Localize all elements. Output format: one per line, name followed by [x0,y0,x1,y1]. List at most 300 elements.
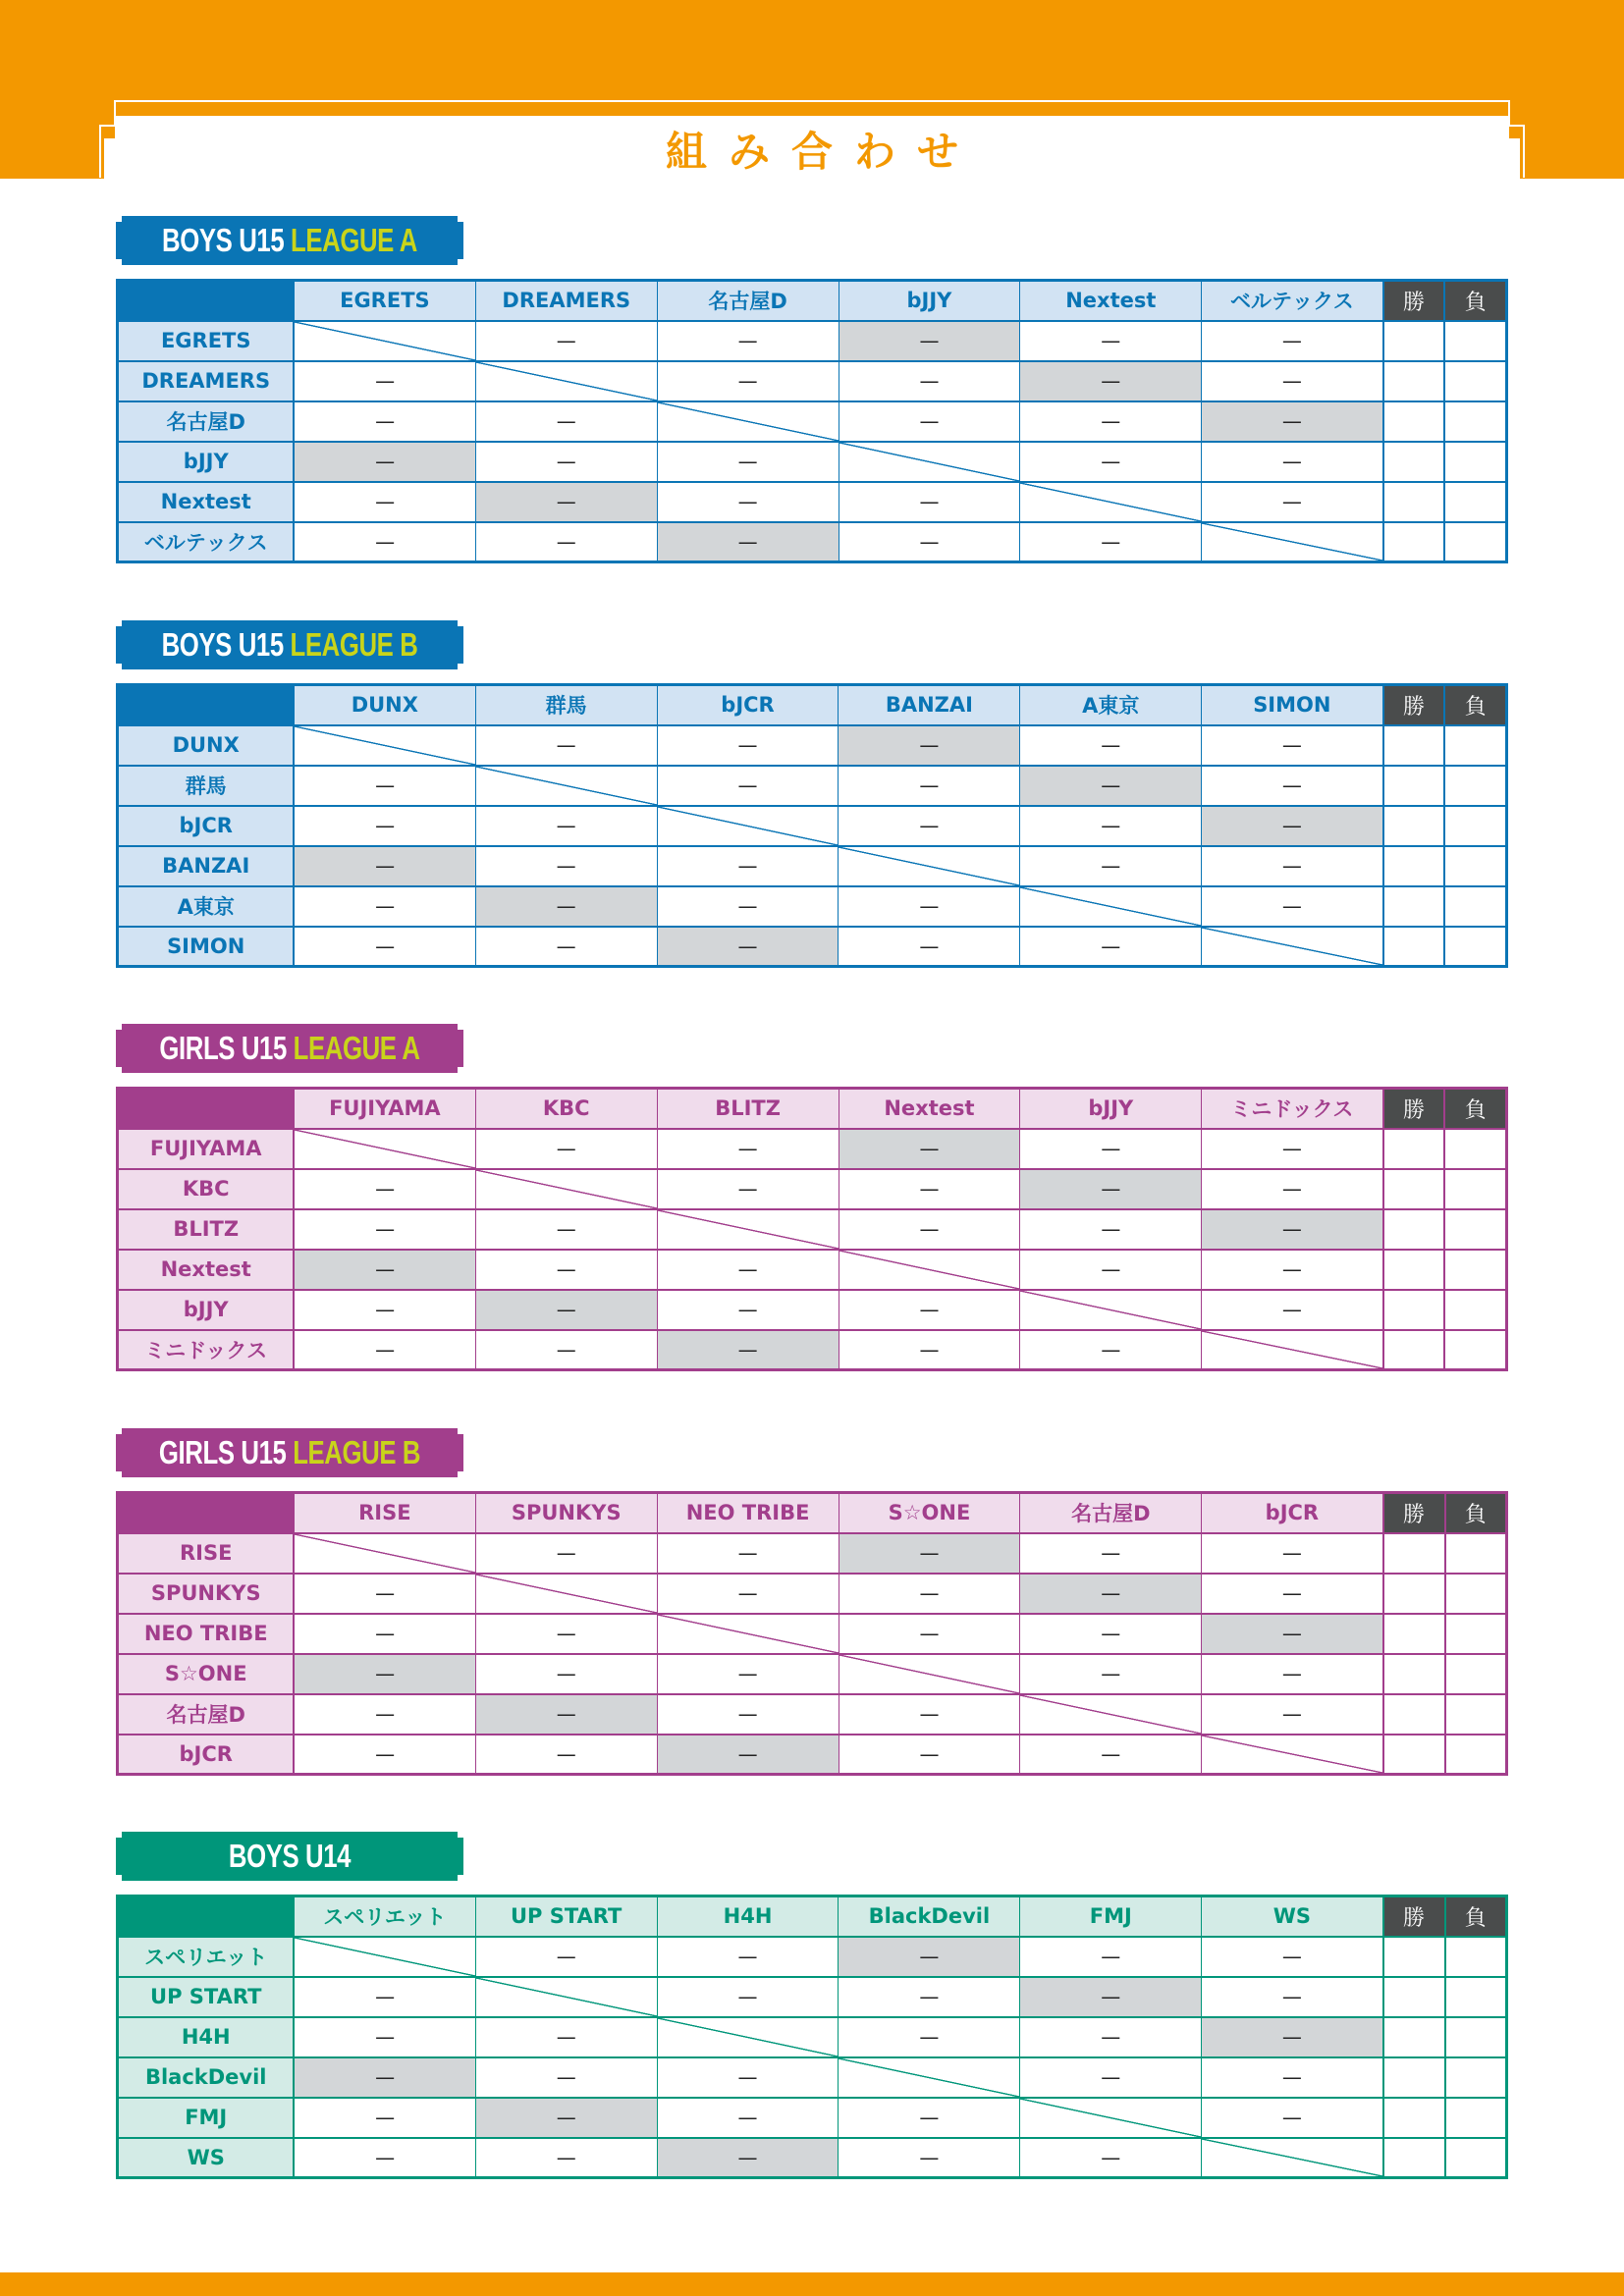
league-title-badge [116,216,463,265]
wins-cell [1383,482,1445,522]
losses-cell [1445,1977,1507,2017]
row-header-team: 名古屋D [118,1694,295,1735]
match-result-cell: — [1202,1574,1383,1614]
self-match-cell [1202,522,1383,562]
wins-cell [1383,1937,1445,1977]
match-result-cell: — [294,846,475,886]
wins-cell [1383,846,1445,886]
row-header-team: bJCR [118,806,295,846]
league-section-boys-u15-league-b [116,620,1508,958]
match-result-cell: — [1202,766,1383,806]
match-result-cell: — [1020,1654,1202,1694]
match-result-cell: — [1202,1614,1383,1654]
losses-cell [1444,1169,1506,1209]
match-result-cell: — [475,1330,657,1370]
table-row [118,1129,1507,1169]
match-result-cell: — [294,1614,475,1654]
match-result-cell: — [294,361,475,401]
match-result-cell: — [475,725,657,766]
match-result-cell: — [1202,1129,1383,1169]
losses-cell [1445,1937,1507,1977]
match-result-cell: — [657,1654,839,1694]
match-result-cell: — [839,1937,1020,1977]
match-result-cell: — [657,927,839,967]
row-header-team: bJCR [118,1735,295,1775]
league-title: BOYS U14 [228,1838,352,1874]
table-row [118,886,1507,927]
table-row [118,1209,1507,1250]
losses-header: 負 [1445,1896,1507,1937]
footer-band [0,2272,1624,2296]
match-result-cell: — [294,886,475,927]
table-row [118,1169,1507,1209]
match-result-cell: — [1202,846,1383,886]
match-result-cell: — [1202,361,1383,401]
match-result-cell: — [475,442,657,482]
match-result-cell: — [657,725,839,766]
self-match-cell [294,1937,475,1977]
match-result-cell: — [657,1290,839,1330]
losses-header: 負 [1444,685,1506,725]
league-title: BOYS U15 [162,222,285,258]
wins-cell [1383,1330,1445,1370]
league-section-girls-u15-league-a [116,1024,1508,1362]
losses-cell [1445,1533,1507,1574]
match-result-cell: — [294,1574,475,1614]
match-result-cell: — [294,522,475,562]
table-row [118,522,1507,562]
table-row [118,1937,1507,1977]
match-result-cell: — [839,1533,1020,1574]
losses-header: 負 [1444,281,1506,321]
table-row [118,482,1507,522]
league-title: GIRLS U15 [158,1434,287,1470]
self-match-cell [657,1209,839,1250]
match-result-cell: — [1202,1533,1383,1574]
match-result-cell: — [657,2138,839,2178]
wins-cell [1383,2057,1445,2098]
column-header-team: BANZAI [839,685,1020,725]
league-title-accent: LEAGUE B [293,1434,421,1470]
match-result-cell: — [839,886,1020,927]
match-result-cell: — [1020,1250,1202,1290]
match-result-cell: — [657,482,839,522]
column-header-team: BlackDevil [839,1896,1020,1937]
losses-cell [1444,482,1506,522]
match-result-cell: — [1202,1209,1383,1250]
row-header-team: DREAMERS [118,361,295,401]
match-result-cell: — [294,2057,475,2098]
match-result-cell: — [839,522,1020,562]
losses-cell [1445,1694,1507,1735]
self-match-cell [839,442,1020,482]
self-match-cell [475,1169,657,1209]
match-result-cell: — [657,766,839,806]
match-result-cell: — [1202,2057,1383,2098]
column-header-team: A東京 [1020,685,1202,725]
self-match-cell [1020,886,1202,927]
match-result-cell: — [839,482,1020,522]
wins-header: 勝 [1383,1089,1445,1129]
match-result-cell: — [1020,1533,1202,1574]
column-header-team: Nextest [1020,281,1202,321]
table-row [118,361,1507,401]
match-result-cell: — [839,806,1020,846]
column-header-team: bJJY [839,281,1020,321]
match-result-cell: — [657,2098,839,2138]
match-result-cell: — [1020,806,1202,846]
table-row [118,1330,1507,1370]
losses-cell [1444,321,1506,361]
match-result-cell: — [1202,725,1383,766]
self-match-cell [657,806,839,846]
table-row [118,1533,1507,1574]
match-result-cell: — [839,725,1020,766]
match-result-cell: — [475,401,657,442]
table-row [118,442,1507,482]
row-header-team: FUJIYAMA [118,1129,295,1169]
column-header-team: ベルテックス [1202,281,1383,321]
wins-cell [1383,927,1445,967]
row-header-team: ミニドックス [118,1330,295,1370]
wins-cell [1383,1169,1445,1209]
losses-cell [1444,1250,1506,1290]
column-header-team: Nextest [839,1089,1020,1129]
row-header-team: bJJY [118,1290,295,1330]
self-match-cell [839,2057,1020,2098]
table-row [118,2098,1507,2138]
table-row [118,1250,1507,1290]
self-match-cell [657,2017,839,2057]
losses-cell [1444,1290,1506,1330]
self-match-cell [1020,482,1202,522]
self-match-cell [1202,1735,1383,1775]
match-result-cell: — [294,1330,475,1370]
wins-cell [1383,361,1445,401]
match-result-cell: — [475,2017,657,2057]
match-result-cell: — [1202,886,1383,927]
column-header-team: WS [1202,1896,1383,1937]
self-match-cell [1020,2098,1202,2138]
wins-cell [1383,1654,1445,1694]
wins-cell [1383,1290,1445,1330]
match-result-cell: — [839,1735,1020,1775]
corner-cell [118,1493,295,1533]
wins-cell [1383,886,1445,927]
row-header-team: A東京 [118,886,295,927]
match-result-cell: — [657,1977,839,2017]
league-title-accent: LEAGUE A [293,1030,420,1066]
wins-header: 勝 [1383,281,1445,321]
match-result-cell: — [1020,1937,1202,1977]
wins-cell [1383,522,1445,562]
self-match-cell [294,1533,475,1574]
self-match-cell [294,725,475,766]
wins-cell [1383,1694,1445,1735]
match-result-cell: — [657,1330,839,1370]
self-match-cell [475,1574,657,1614]
row-header-team: BlackDevil [118,2057,295,2098]
league-title-badge [116,1024,463,1073]
wins-cell [1383,2138,1445,2178]
self-match-cell [294,321,475,361]
row-header-team: BLITZ [118,1209,295,1250]
league-title-badge [116,1428,463,1477]
wins-cell [1383,321,1445,361]
losses-cell [1444,886,1506,927]
table-row [118,2017,1507,2057]
match-result-cell: — [1202,1937,1383,1977]
match-result-cell: — [294,806,475,846]
league-section-boys-u15-league-a [116,216,1508,555]
column-header-team: FUJIYAMA [294,1089,475,1129]
match-result-cell: — [475,2057,657,2098]
row-header-team: WS [118,2138,295,2178]
match-result-cell: — [839,321,1020,361]
column-header-team: S☆ONE [839,1493,1020,1533]
losses-cell [1444,1129,1506,1169]
corner-cell [118,1896,295,1937]
table-row [118,1977,1507,2017]
match-result-cell: — [1202,1250,1383,1290]
wins-cell [1383,2098,1445,2138]
losses-cell [1445,1654,1507,1694]
losses-cell [1444,401,1506,442]
wins-cell [1383,725,1445,766]
match-result-cell: — [475,1614,657,1654]
column-header-team: RISE [294,1493,475,1533]
match-result-cell: — [1020,321,1202,361]
match-grid [116,1895,1508,2179]
row-header-team: H4H [118,2017,295,2057]
wins-cell [1383,1129,1445,1169]
losses-header: 負 [1445,1493,1507,1533]
match-result-cell: — [475,321,657,361]
table-row [118,1614,1507,1654]
match-result-cell: — [657,886,839,927]
match-result-cell: — [294,401,475,442]
row-header-team: UP START [118,1977,295,2017]
row-header-team: Nextest [118,1250,295,1290]
match-result-cell: — [475,886,657,927]
match-result-cell: — [294,766,475,806]
match-result-cell: — [1020,442,1202,482]
row-header-team: KBC [118,1169,295,1209]
match-result-cell: — [1202,1654,1383,1694]
column-header-team: bJJY [1020,1089,1202,1129]
match-grid [116,279,1508,563]
column-header-team: SIMON [1202,685,1383,725]
table-row [118,1654,1507,1694]
match-result-cell: — [475,1937,657,1977]
column-header-team: bJCR [1202,1493,1383,1533]
match-result-cell: — [294,927,475,967]
match-result-cell: — [475,1290,657,1330]
row-header-team: SPUNKYS [118,1574,295,1614]
match-result-cell: — [1202,806,1383,846]
match-result-cell: — [294,1977,475,2017]
match-result-cell: — [294,2138,475,2178]
match-result-cell: — [657,1169,839,1209]
self-match-cell [475,361,657,401]
match-result-cell: — [294,482,475,522]
wins-cell [1383,1533,1445,1574]
league-title: BOYS U15 [161,626,284,663]
match-result-cell: — [1202,442,1383,482]
match-result-cell: — [1020,1735,1202,1775]
match-result-cell: — [475,1735,657,1775]
row-header-team: RISE [118,1533,295,1574]
self-match-cell [839,846,1020,886]
header-row [118,1896,1507,1937]
row-header-team: BANZAI [118,846,295,886]
match-result-cell: — [1020,1614,1202,1654]
column-header-team: BLITZ [657,1089,839,1129]
match-result-cell: — [1020,522,1202,562]
losses-cell [1445,2017,1507,2057]
losses-cell [1444,1330,1506,1370]
self-match-cell [1020,1290,1202,1330]
match-result-cell: — [657,1937,839,1977]
column-header-team: 名古屋D [1020,1493,1202,1533]
match-result-cell: — [1020,401,1202,442]
match-result-cell: — [1020,1169,1202,1209]
match-result-cell: — [294,1250,475,1290]
column-header-team: SPUNKYS [475,1493,657,1533]
losses-cell [1444,927,1506,967]
column-header-team: H4H [657,1896,839,1937]
match-result-cell: — [475,806,657,846]
losses-cell [1444,766,1506,806]
match-result-cell: — [657,1694,839,1735]
table-row [118,1735,1507,1775]
self-match-cell [1202,2138,1383,2178]
match-result-cell: — [294,1694,475,1735]
league-title-badge [116,620,463,669]
match-result-cell: — [657,1574,839,1614]
row-header-team: SIMON [118,927,295,967]
match-result-cell: — [1202,1169,1383,1209]
column-header-team: DREAMERS [475,281,657,321]
losses-cell [1444,846,1506,886]
league-title-badge [116,1832,463,1881]
match-result-cell: — [839,2138,1020,2178]
wins-header: 勝 [1383,1896,1445,1937]
column-header-team: UP START [475,1896,657,1937]
match-result-cell: — [1020,2057,1202,2098]
losses-cell [1444,442,1506,482]
wins-cell [1383,806,1445,846]
match-result-cell: — [839,1614,1020,1654]
match-result-cell: — [475,2098,657,2138]
header-row [118,1493,1507,1533]
match-grid [116,1491,1508,1776]
table-row [118,725,1507,766]
match-result-cell: — [475,846,657,886]
match-result-cell: — [294,2098,475,2138]
column-header-team: FMJ [1020,1896,1202,1937]
self-match-cell [1202,927,1383,967]
match-result-cell: — [1020,846,1202,886]
losses-cell [1445,1735,1507,1775]
match-result-cell: — [1020,1129,1202,1169]
row-header-team: Nextest [118,482,295,522]
corner-cell [118,1089,295,1129]
column-header-team: bJCR [657,685,839,725]
wins-cell [1383,1209,1445,1250]
column-header-team: KBC [475,1089,657,1129]
match-result-cell: — [839,2017,1020,2057]
row-header-team: 群馬 [118,766,295,806]
match-result-cell: — [839,1574,1020,1614]
match-result-cell: — [475,1533,657,1574]
match-result-cell: — [475,522,657,562]
corner-cell [118,685,295,725]
table-row [118,846,1507,886]
match-result-cell: — [1020,927,1202,967]
match-result-cell: — [475,482,657,522]
match-result-cell: — [1202,1290,1383,1330]
match-grid [116,1087,1508,1371]
self-match-cell [657,401,839,442]
losses-cell [1445,2098,1507,2138]
row-header-team: bJJY [118,442,295,482]
match-result-cell: — [839,1330,1020,1370]
wins-header: 勝 [1383,685,1445,725]
match-result-cell: — [657,1129,839,1169]
match-result-cell: — [294,1169,475,1209]
row-header-team: スペリエット [118,1937,295,1977]
self-match-cell [657,1614,839,1654]
losses-cell [1444,1209,1506,1250]
wins-cell [1383,1977,1445,2017]
match-result-cell: — [1020,2138,1202,2178]
match-result-cell: — [839,927,1020,967]
match-result-cell: — [657,361,839,401]
wins-header: 勝 [1383,1493,1445,1533]
losses-cell [1445,2057,1507,2098]
match-result-cell: — [839,766,1020,806]
match-result-cell: — [657,1533,839,1574]
row-header-team: FMJ [118,2098,295,2138]
table-row [118,1694,1507,1735]
wins-cell [1383,1574,1445,1614]
match-result-cell: — [475,1250,657,1290]
column-header-team: スペリエット [294,1896,475,1937]
losses-header: 負 [1444,1089,1506,1129]
league-section-girls-u15-league-b [116,1428,1508,1766]
match-result-cell: — [475,1209,657,1250]
match-result-cell: — [839,1290,1020,1330]
match-result-cell: — [839,1129,1020,1169]
match-result-cell: — [657,2057,839,2098]
losses-cell [1444,361,1506,401]
match-result-cell: — [1020,1330,1202,1370]
wins-cell [1383,2017,1445,2057]
match-result-cell: — [294,1290,475,1330]
match-result-cell: — [657,522,839,562]
wins-cell [1383,1614,1445,1654]
self-match-cell [475,1977,657,2017]
row-header-team: EGRETS [118,321,295,361]
corner-cell [118,281,295,321]
wins-cell [1383,442,1445,482]
match-result-cell: — [657,321,839,361]
table-row [118,927,1507,967]
match-grid [116,683,1508,968]
row-header-team: ベルテックス [118,522,295,562]
league-title: GIRLS U15 [159,1030,287,1066]
